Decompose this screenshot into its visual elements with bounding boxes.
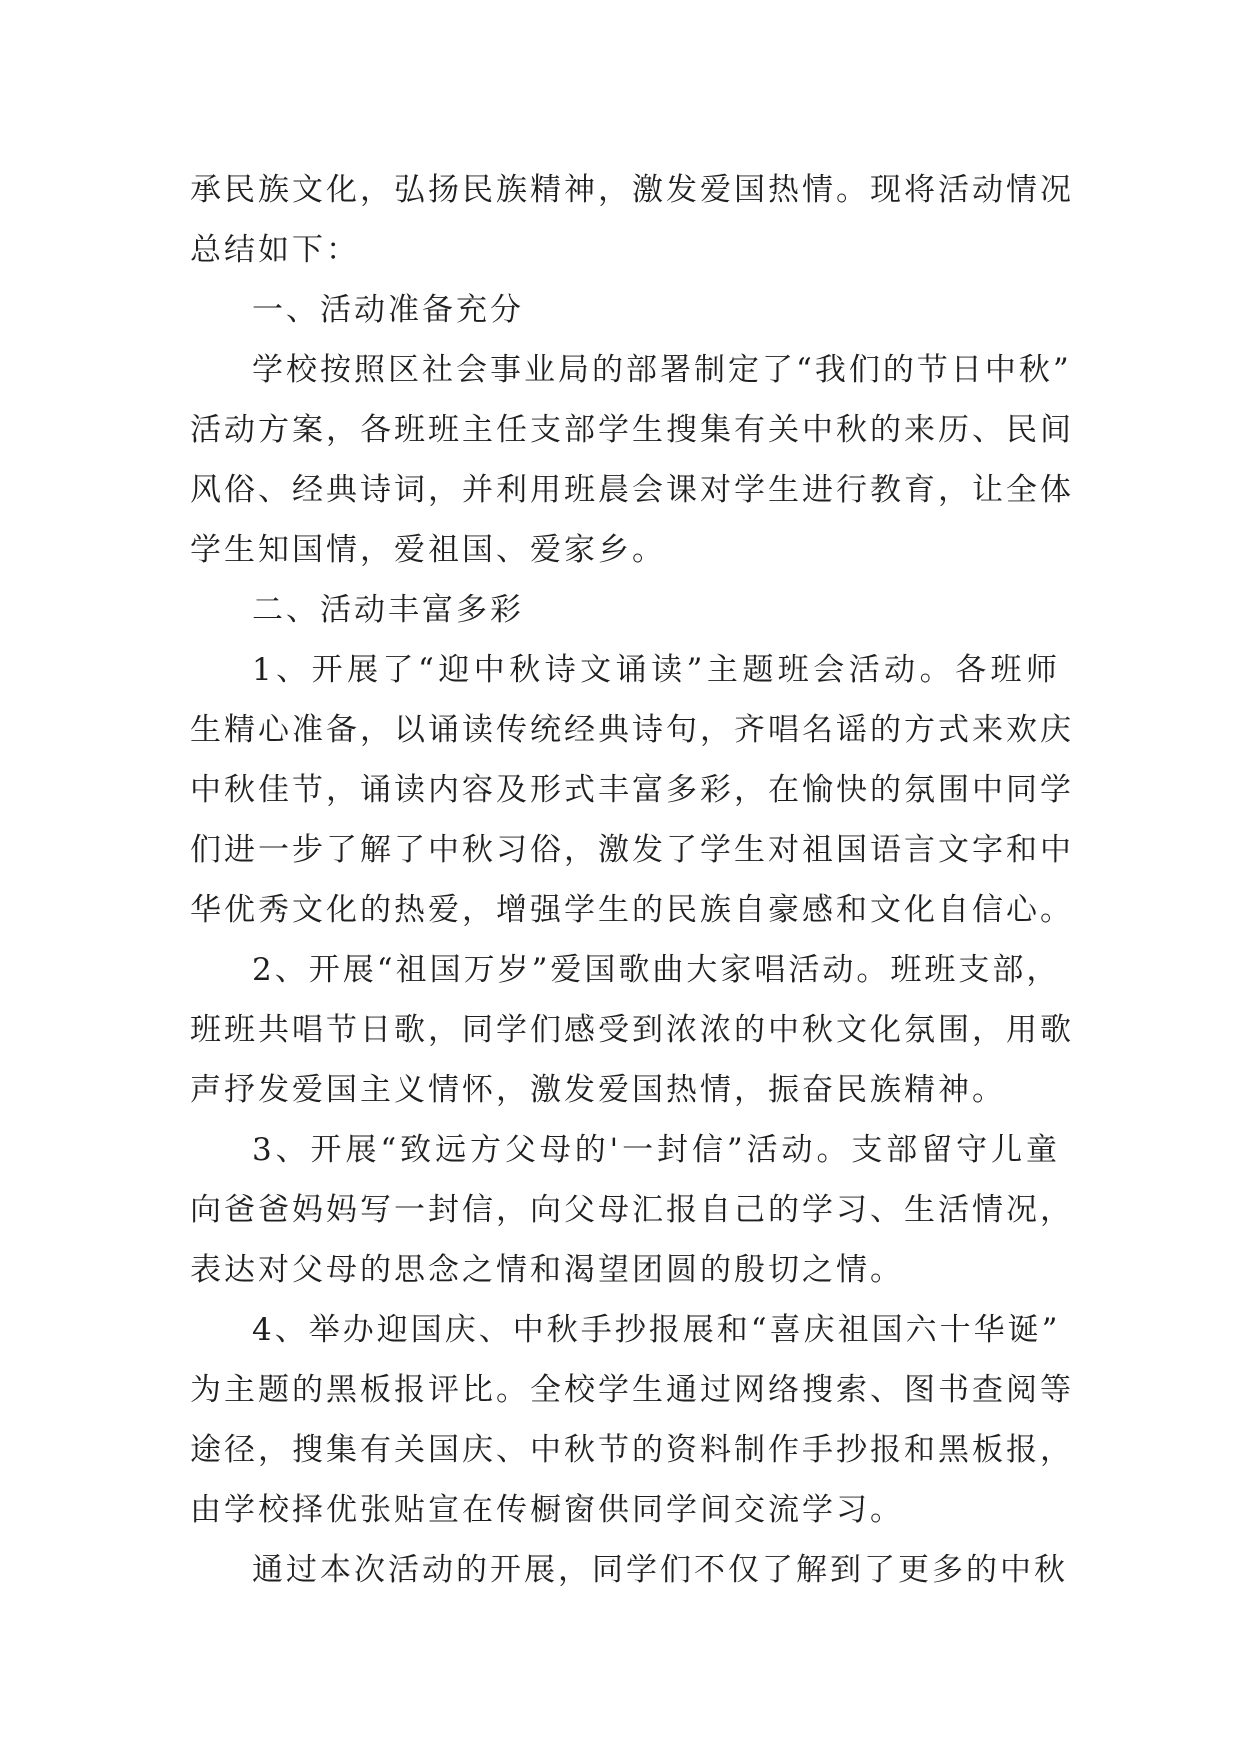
text-line: 1、开展了“迎中秋诗文诵读”主题班会活动。各班师 (252, 652, 1060, 688)
document-body (190, 160, 1074, 1600)
text-line: 途径，搜集有关国庆、中秋节的资料制作手抄报和黑板报， (190, 1432, 1074, 1468)
text-line: 2、开展“祖国万岁”爱国歌曲大家唱活动。班班支部， (252, 952, 1061, 988)
text-line: 总结如下： (190, 232, 360, 268)
text-line: 学生知国情，爱祖国、爱家乡。 (190, 532, 666, 568)
text-line: 华优秀文化的热爱，增强学生的民族自豪感和文化自信心。 (190, 892, 1074, 928)
section-heading: 一、活动准备充分 (252, 292, 524, 328)
text-line: 向爸爸妈妈写一封信，向父母汇报自己的学习、生活情况， (190, 1192, 1074, 1228)
section-heading: 二、活动丰富多彩 (252, 592, 524, 628)
text-line: 声抒发爱国主义情怀，激发爱国热情，振奋民族精神。 (190, 1072, 1006, 1108)
text-line: 生精心准备，以诵读传统经典诗句，齐唱名谣的方式来欢庆 (190, 712, 1074, 748)
text-line: 班班共唱节日歌，同学们感受到浓浓的中秋文化氛围，用歌 (190, 1012, 1074, 1048)
text-line: 通过本次活动的开展，同学们不仅了解到了更多的中秋 (252, 1552, 1068, 1588)
text-line: 风俗、经典诗词，并利用班晨会课对学生进行教育，让全体 (190, 472, 1074, 508)
text-line: 3、开展“致远方父母的'一封信”活动。支部留守儿童 (252, 1132, 1060, 1168)
text-line: 们进一步了解了中秋习俗，激发了学生对祖国语言文字和中 (190, 832, 1074, 868)
text-line: 4、举办迎国庆、中秋手抄报展和“喜庆祖国六十华诞” (252, 1312, 1061, 1348)
text-line: 活动方案，各班班主任支部学生搜集有关中秋的来历、民间 (190, 412, 1074, 448)
text-line: 表达对父母的思念之情和渴望团圆的殷切之情。 (190, 1252, 904, 1288)
text-line: 承民族文化，弘扬民族精神，激发爱国热情。现将活动情况 (190, 172, 1074, 208)
text-line: 由学校择优张贴宣在传橱窗供同学间交流学习。 (190, 1492, 904, 1528)
text-line: 为主题的黑板报评比。全校学生通过网络搜索、图书查阅等 (190, 1372, 1074, 1408)
text-line: 学校按照区社会事业局的部署制定了“我们的节日中秋” (252, 352, 1072, 388)
text-line: 中秋佳节，诵读内容及形式丰富多彩，在愉快的氛围中同学 (190, 772, 1074, 808)
